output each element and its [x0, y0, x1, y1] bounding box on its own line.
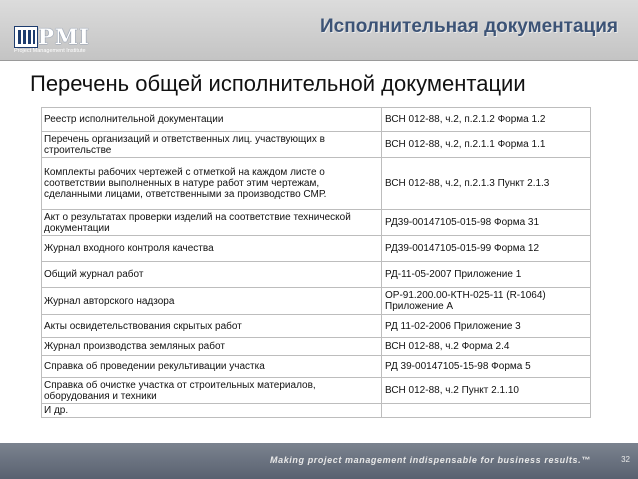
table-row [42, 404, 591, 418]
pmi-logo-text: PMI [38, 24, 90, 49]
table-row [42, 356, 591, 378]
table-row [42, 262, 591, 288]
table-row [42, 210, 591, 236]
document-reference-cell [382, 404, 591, 418]
page-number: 32 [621, 455, 630, 464]
document-name-cell: Акты освидетельствования скрытых работ [42, 315, 382, 338]
documentation-table [41, 107, 591, 418]
table-row [42, 315, 591, 338]
document-name-cell: Общий журнал работ [42, 262, 382, 288]
table-row [42, 338, 591, 356]
document-reference-cell: РД 11-02-2006 Приложение 3 [382, 315, 591, 338]
table-row [42, 108, 591, 132]
pmi-logo-mark-icon [14, 26, 38, 48]
document-name-cell: Акт о результатах проверки изделий на соответствие технической документации [42, 210, 382, 236]
document-reference-cell: РД39-00147105-015-99 Форма 12 [382, 236, 591, 262]
table-row [42, 288, 591, 315]
slide-title: Перечень общей исполнительной документации [30, 71, 526, 96]
document-reference-cell: ВСН 012-88, ч.2 Форма 2.4 [382, 338, 591, 356]
header-title: Исполнительная документация [320, 16, 618, 37]
footer-tagline: Making project management indispensable for business results.™ [270, 455, 591, 465]
document-name-cell: Журнал производства земляных работ [42, 338, 382, 356]
table-row [42, 158, 591, 210]
document-reference-cell: ОР-91.200.00-КТН-025-11 (R-1064) Приложение А [382, 288, 591, 315]
document-reference-cell: ВСН 012-88, ч.2, п.2.1.3 Пункт 2.1.3 [382, 158, 591, 210]
document-name-cell: Комплекты рабочих чертежей с отметкой на каждом листе о соответствии выполненных в натуре работ этим чертежам, сделанными лицами, ответственными за производство СМР. [42, 158, 382, 210]
document-name-cell: Журнал авторского надзора [42, 288, 382, 315]
table-row [42, 132, 591, 158]
slide-footer [0, 443, 638, 479]
document-name-cell: Справка об проведении рекультивации участка [42, 356, 382, 378]
document-reference-cell: ВСН 012-88, ч.2, п.2.1.2 Форма 1.2 [382, 108, 591, 132]
document-reference-cell: РД 39-00147105-15-98 Форма 5 [382, 356, 591, 378]
document-reference-cell: РД39-00147105-015-98 Форма 31 [382, 210, 591, 236]
slide-header [0, 0, 638, 61]
table-row [42, 378, 591, 404]
pmi-logo [14, 26, 92, 52]
document-name-cell: И др. [42, 404, 382, 418]
document-reference-cell: ВСН 012-88, ч.2 Пункт 2.1.10 [382, 378, 591, 404]
document-name-cell: Справка об очистке участка от строительных материалов, оборудования и техники [42, 378, 382, 404]
document-name-cell: Журнал входного контроля качества [42, 236, 382, 262]
document-reference-cell: РД-11-05-2007 Приложение 1 [382, 262, 591, 288]
pmi-logo-subtitle: Project Management Institute [14, 48, 86, 54]
document-reference-cell: ВСН 012-88, ч.2, п.2.1.1 Форма 1.1 [382, 132, 591, 158]
document-name-cell: Перечень организаций и ответственных лиц. участвующих в строительстве [42, 132, 382, 158]
table-row [42, 236, 591, 262]
document-name-cell: Реестр исполнительной документации [42, 108, 382, 132]
